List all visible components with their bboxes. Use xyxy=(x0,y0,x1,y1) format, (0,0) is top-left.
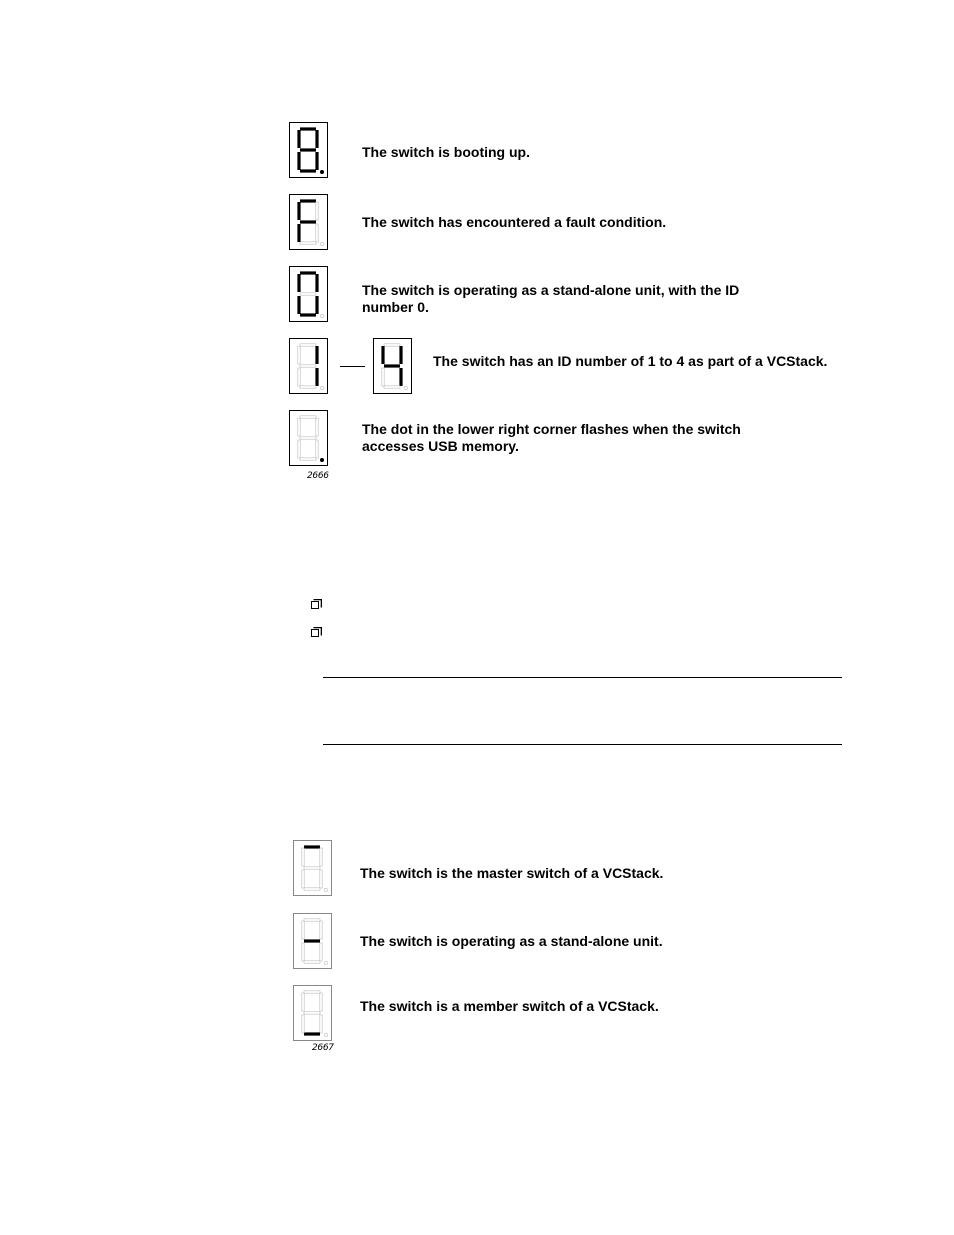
segment-a xyxy=(384,344,400,346)
figure-number-2666: 2666 xyxy=(307,471,329,481)
decimal-point xyxy=(320,170,324,174)
horizontal-rule-bottom xyxy=(323,744,842,745)
segment-e xyxy=(382,368,384,386)
led-display-standalone-id0-icon xyxy=(289,266,328,322)
segment-b xyxy=(320,921,322,939)
segment-f xyxy=(297,274,300,292)
segment-g xyxy=(300,220,316,223)
checkbox-bullet-icon xyxy=(311,627,322,638)
segment-a xyxy=(300,416,316,418)
segment-f xyxy=(298,346,300,364)
segment-g xyxy=(304,867,320,869)
segment-b xyxy=(316,418,318,436)
decimal-point xyxy=(324,1033,327,1036)
segment-b xyxy=(320,993,322,1011)
desc-fault: The switch has encountered a fault condition. xyxy=(362,214,667,230)
segment-a xyxy=(300,199,316,202)
decimal-point xyxy=(320,314,323,317)
segment-d xyxy=(304,888,320,890)
decimal-point xyxy=(320,242,323,245)
led-display-master-icon xyxy=(293,840,332,896)
segment-f xyxy=(298,418,300,436)
segment-f xyxy=(302,993,304,1011)
desc-standalone: The switch is operating as a stand-alone unit. xyxy=(360,933,663,949)
range-dash xyxy=(340,366,365,367)
led-display-member-icon xyxy=(293,985,332,1041)
segment-b xyxy=(316,202,318,220)
segment-a xyxy=(300,344,316,346)
desc-standalone-id0-line1: The switch is operating as a stand-alone unit, with the ID xyxy=(362,282,740,298)
segment-c xyxy=(315,152,318,170)
decimal-point xyxy=(320,386,323,389)
segment-c xyxy=(399,368,402,386)
desc-usb-line2: accesses USB memory. xyxy=(362,438,519,454)
segment-d xyxy=(300,458,316,460)
desc-usb-line1: The dot in the lower right corner flashes when the switch xyxy=(362,421,741,437)
segment-g xyxy=(300,365,316,367)
segment-c xyxy=(316,440,318,458)
segment-a xyxy=(304,991,320,993)
segment-d xyxy=(384,386,400,388)
segment-d xyxy=(300,386,316,388)
segment-b xyxy=(315,274,318,292)
segment-e xyxy=(302,1015,304,1033)
segment-a xyxy=(304,919,320,921)
decimal-point xyxy=(324,961,327,964)
led-display-id1-icon xyxy=(289,338,328,394)
segment-e xyxy=(297,224,300,242)
desc-usb xyxy=(362,421,741,455)
led-display-fault-icon xyxy=(289,194,328,250)
desc-standalone-id0-line2: number 0. xyxy=(362,299,429,315)
segment-c xyxy=(320,870,322,888)
segment-f xyxy=(297,130,300,148)
segment-f xyxy=(302,848,304,866)
segment-c xyxy=(320,943,322,961)
led-display-id4-icon xyxy=(373,338,412,394)
decimal-point xyxy=(324,888,327,891)
segment-e xyxy=(297,296,300,314)
desc-booting: The switch is booting up. xyxy=(362,144,530,160)
segment-e xyxy=(297,152,300,170)
segment-g xyxy=(384,364,400,367)
segment-g xyxy=(300,148,316,151)
segment-b xyxy=(399,346,402,364)
decimal-point xyxy=(320,458,324,462)
led-display-usb-dot-icon xyxy=(289,410,328,466)
segment-g xyxy=(300,437,316,439)
segment-d xyxy=(304,961,320,963)
led-display-booting-icon xyxy=(289,122,328,178)
segment-a xyxy=(304,845,320,848)
segment-c xyxy=(315,368,318,386)
segment-e xyxy=(302,943,304,961)
segment-e xyxy=(302,870,304,888)
decimal-point xyxy=(404,386,407,389)
segment-e xyxy=(298,440,300,458)
desc-standalone-id0 xyxy=(362,282,739,316)
segment-a xyxy=(300,127,316,130)
segment-d xyxy=(300,313,316,316)
segment-e xyxy=(298,368,300,386)
segment-c xyxy=(320,1015,322,1033)
segment-b xyxy=(320,848,322,866)
led-display-standalone-icon xyxy=(293,913,332,969)
segment-d xyxy=(300,169,316,172)
segment-g xyxy=(304,939,320,942)
segment-b xyxy=(315,346,318,364)
desc-member: The switch is a member switch of a VCStack. xyxy=(360,998,659,1014)
segment-b xyxy=(315,130,318,148)
segment-c xyxy=(315,296,318,314)
segment-g xyxy=(304,1012,320,1014)
segment-c xyxy=(316,224,318,242)
segment-f xyxy=(381,346,384,364)
desc-master: The switch is the master switch of a VCStack. xyxy=(360,865,664,881)
segment-d xyxy=(304,1032,320,1035)
segment-f xyxy=(302,921,304,939)
segment-d xyxy=(300,242,316,244)
segment-a xyxy=(300,271,316,274)
segment-g xyxy=(300,293,316,295)
horizontal-rule-top xyxy=(323,677,842,678)
figure-number-2667: 2667 xyxy=(312,1043,334,1053)
desc-stack-id: The switch has an ID number of 1 to 4 as part of a VCStack. xyxy=(433,353,828,369)
checkbox-bullet-icon xyxy=(311,599,322,610)
segment-f xyxy=(297,202,300,220)
